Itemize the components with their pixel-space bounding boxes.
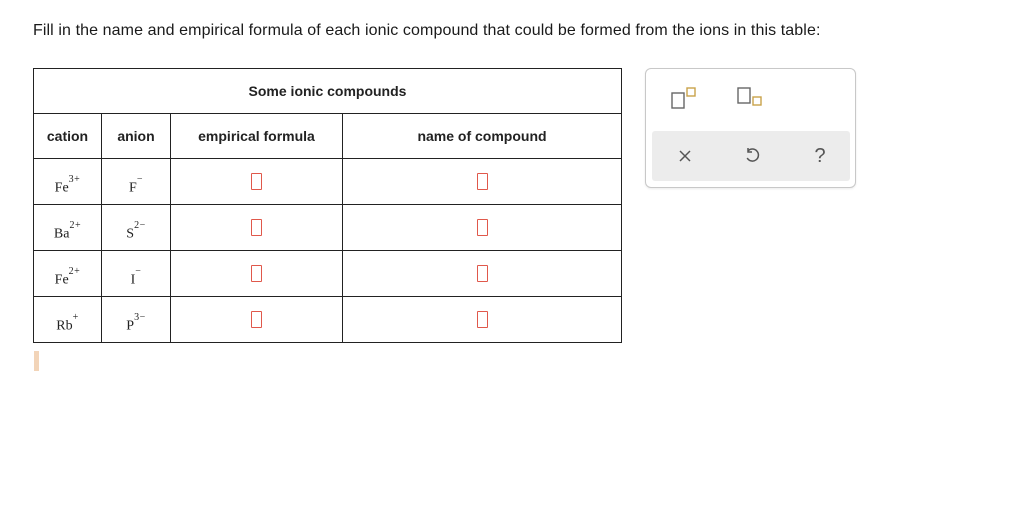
anion-cell: [102, 159, 171, 205]
cation-symbol: Fe: [54, 272, 69, 288]
anion-ion: [126, 312, 146, 335]
cation-cell: [34, 297, 102, 343]
anion-charge: 2−: [134, 220, 146, 232]
formula-cell: [171, 205, 343, 251]
formula-cell: [171, 251, 343, 297]
compound-name-input[interactable]: [477, 311, 488, 328]
formula-cell: [171, 159, 343, 205]
help-button[interactable]: ?: [814, 144, 826, 167]
clear-button[interactable]: [672, 143, 698, 169]
subscript-button[interactable]: [736, 85, 764, 116]
name-cell: [343, 297, 622, 343]
cation-symbol: Fe: [54, 180, 69, 196]
table-row: [34, 251, 622, 297]
anion-symbol: F: [129, 180, 137, 196]
name-cell: [343, 205, 622, 251]
undo-button[interactable]: [739, 143, 765, 169]
table-row: [34, 159, 622, 205]
superscript-button[interactable]: [670, 85, 698, 116]
anion-charge: −: [136, 174, 143, 186]
compound-name-input[interactable]: [477, 265, 488, 282]
close-icon: [677, 148, 693, 164]
compound-name-input[interactable]: [477, 173, 488, 190]
cation-charge: 3+: [68, 174, 81, 186]
anion-symbol: S: [126, 226, 135, 242]
name-cell: [343, 159, 622, 205]
anion-symbol: I: [130, 272, 136, 288]
undo-icon: [743, 147, 761, 165]
header-name-of-compound: name of compound: [343, 114, 622, 159]
cation-charge: 2+: [69, 220, 82, 232]
anion-charge: −: [135, 266, 142, 278]
formula-tool-panel: [645, 68, 856, 188]
superscript-box-icon: [670, 85, 698, 111]
header-anion: anion: [102, 114, 171, 159]
cation-ion: [53, 220, 82, 243]
anion-cell: [102, 251, 171, 297]
cation-symbol: Ba: [53, 226, 70, 242]
action-bar: [652, 131, 850, 181]
ionic-compounds-table: [33, 68, 622, 343]
cation-ion: [54, 174, 81, 197]
cation-ion: [54, 266, 81, 289]
header-empirical-formula: empirical formula: [171, 114, 343, 159]
cation-ion: [56, 312, 79, 335]
table-caption: Some ionic compounds: [34, 69, 622, 114]
anion-ion: [126, 220, 146, 243]
anion-cell: [102, 205, 171, 251]
anion-ion: [130, 266, 142, 289]
cation-cell: [34, 159, 102, 205]
anion-ion: [129, 174, 143, 197]
name-cell: [343, 251, 622, 297]
empirical-formula-input[interactable]: [251, 173, 262, 190]
empirical-formula-input[interactable]: [251, 265, 262, 282]
text-cursor-marker: [34, 351, 39, 371]
anion-cell: [102, 297, 171, 343]
compound-name-input[interactable]: [477, 219, 488, 236]
cation-charge: +: [72, 312, 79, 324]
anion-symbol: P: [126, 318, 135, 334]
cation-cell: [34, 205, 102, 251]
table-row: [34, 205, 622, 251]
table-row: [34, 297, 622, 343]
formula-cell: [171, 297, 343, 343]
cation-symbol: Rb: [56, 318, 73, 334]
anion-charge: 3−: [134, 312, 146, 324]
empirical-formula-input[interactable]: [251, 311, 262, 328]
empirical-formula-input[interactable]: [251, 219, 262, 236]
header-cation: cation: [34, 114, 102, 159]
cation-charge: 2+: [68, 266, 81, 278]
question-prompt: Fill in the name and empirical formula of each ionic compound that could be formed from the ions in this table:: [33, 22, 821, 39]
subscript-box-icon: [736, 85, 764, 111]
cation-cell: [34, 251, 102, 297]
